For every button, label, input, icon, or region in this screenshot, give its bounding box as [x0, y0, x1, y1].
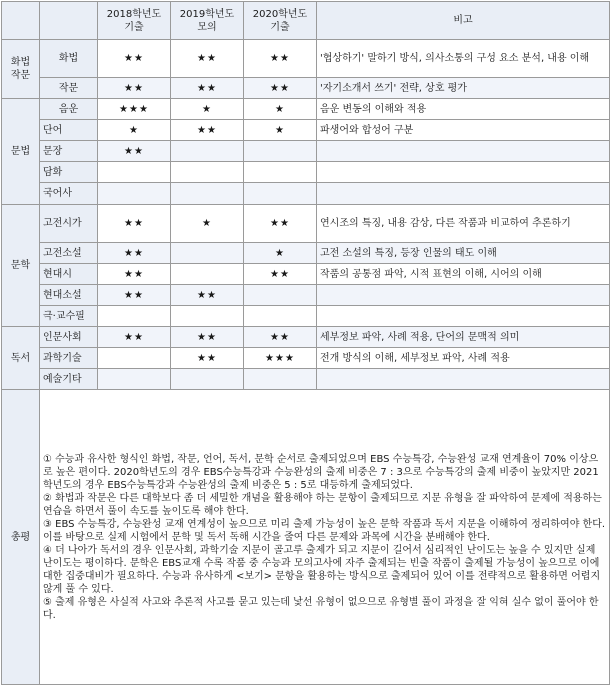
category-speech-writing: 화법 작문 — [2, 40, 40, 99]
rating-2019: ★★ — [171, 40, 244, 78]
category-summary: 총평 — [2, 390, 40, 685]
rating-2020 — [244, 183, 317, 205]
table-row — [2, 141, 610, 162]
rating-2018 — [98, 306, 171, 327]
rating-2020: ★ — [244, 99, 317, 120]
note-cell: '협상하기' 말하기 방식, 의사소통의 구성 요소 분석, 내용 이해 — [317, 40, 610, 78]
rating-2019 — [171, 183, 244, 205]
table-row — [2, 99, 610, 120]
note-cell — [317, 369, 610, 390]
rating-2019 — [171, 369, 244, 390]
note-cell — [317, 306, 610, 327]
rating-2018: ★★ — [98, 264, 171, 285]
summary-point-3: ③ EBS 수능특강, 수능완성 교재 연계성이 높으므로 미리 출제 가능성이 높은 문학 작품과 독서 지문을 이해하여 정리하여야 한다. 이를 바탕으로 실제 시험에서 문학 및 독서 독해 시간을 줄여 다른 문제와 과목에 시간을 분배해야 한다. — [43, 518, 606, 543]
subcategory-label: 고전시가 — [40, 205, 98, 243]
note-cell: 전개 방식의 이해, 세부정보 파악, 사례 적용 — [317, 348, 610, 369]
rating-2018 — [98, 183, 171, 205]
note-cell — [317, 183, 610, 205]
rating-2019 — [171, 264, 244, 285]
rating-2020 — [244, 306, 317, 327]
table-row — [2, 327, 610, 348]
note-cell — [317, 141, 610, 162]
table-row — [2, 306, 610, 327]
summary-cell — [40, 390, 610, 685]
subcategory-label: 극·교수필 — [40, 306, 98, 327]
table-row — [2, 120, 610, 141]
rating-2020 — [244, 285, 317, 306]
note-cell: 세부정보 파악, 사례 적용, 단어의 문맥적 의미 — [317, 327, 610, 348]
rating-2018 — [98, 369, 171, 390]
rating-2020: ★★★ — [244, 348, 317, 369]
subcategory-label: 문장 — [40, 141, 98, 162]
table-row — [2, 40, 610, 78]
note-cell — [317, 285, 610, 306]
rating-2019 — [171, 141, 244, 162]
note-cell: 음운 변동의 이해와 적용 — [317, 99, 610, 120]
subcategory-label: 단어 — [40, 120, 98, 141]
rating-2019: ★ — [171, 99, 244, 120]
rating-2019 — [171, 306, 244, 327]
rating-2020: ★★ — [244, 78, 317, 99]
rating-2019 — [171, 162, 244, 183]
rating-2018: ★★ — [98, 141, 171, 162]
table-row — [2, 78, 610, 99]
rating-2018: ★★★ — [98, 99, 171, 120]
note-cell: 파생어와 합성어 구분 — [317, 120, 610, 141]
exam-analysis-table — [1, 1, 610, 685]
subcategory-label: 국어사 — [40, 183, 98, 205]
subcategory-label: 담화 — [40, 162, 98, 183]
table-row — [2, 369, 610, 390]
rating-2018: ★★ — [98, 285, 171, 306]
rating-2018: ★★ — [98, 327, 171, 348]
subcategory-label: 현대시 — [40, 264, 98, 285]
header-2019: 2019학년도 모의 — [171, 2, 244, 40]
subcategory-label: 예술기타 — [40, 369, 98, 390]
rating-2020: ★★ — [244, 205, 317, 243]
table-row — [2, 205, 610, 243]
category-grammar: 문법 — [2, 99, 40, 205]
summary-row — [2, 390, 610, 685]
header-2018: 2018학년도 기출 — [98, 2, 171, 40]
note-cell: 작품의 공통점 파악, 시적 표현의 이해, 시어의 이해 — [317, 264, 610, 285]
subcategory-label: 음운 — [40, 99, 98, 120]
table-row — [2, 243, 610, 264]
summary-point-1: ① 수능과 유사한 형식인 화법, 작문, 언어, 독서, 문학 순서로 출제되었으며 EBS 수능특강, 수능완성 교재 연계율이 70% 이상으로 높은 편이다. 2020학년도의 경우 EBS수능특강과 수능완성의 출제 비중은 7 : 3으로 수능특강의 출제 비중이 높았지만 2021학년도의 경우 EBS수능특강과 수능완성의 출제 비중은 5 : 5로 대등하게 출제되었다. — [43, 453, 599, 491]
header-blank-cell — [2, 2, 40, 40]
header-2020: 2020학년도 기출 — [244, 2, 317, 40]
rating-2019: ★★ — [171, 348, 244, 369]
rating-2019: ★★ — [171, 120, 244, 141]
rating-2020: ★★ — [244, 327, 317, 348]
rating-2020: ★★ — [244, 264, 317, 285]
table-row — [2, 162, 610, 183]
rating-2018 — [98, 162, 171, 183]
rating-2018: ★ — [98, 120, 171, 141]
rating-2018 — [98, 348, 171, 369]
table-header-row — [2, 2, 610, 40]
note-cell — [317, 162, 610, 183]
subcategory-label: 인문사회 — [40, 327, 98, 348]
subcategory-label: 과학기술 — [40, 348, 98, 369]
subcategory-label: 현대소설 — [40, 285, 98, 306]
rating-2020: ★★ — [244, 40, 317, 78]
category-literature: 문학 — [2, 205, 40, 327]
note-cell: 고전 소설의 특징, 등장 인물의 태도 이해 — [317, 243, 610, 264]
rating-2019 — [171, 243, 244, 264]
summary-point-5: ⑤ 출제 유형은 사실적 사고와 추론적 사고를 묻고 있는데 낯선 유형이 없으므로 유형별 풀이 과정을 잘 익혀 실수 없이 풀어야 한다. — [43, 596, 599, 621]
rating-2018: ★★ — [98, 40, 171, 78]
table-row — [2, 264, 610, 285]
rating-2019: ★★ — [171, 285, 244, 306]
rating-2018: ★★ — [98, 243, 171, 264]
summary-point-2: ② 화법과 작문은 다른 대학보다 좀 더 세밀한 개념을 활용해야 하는 문항이 출제되므로 지문 유형을 잘 파악하여 문제에 적용하는 연습을 하면서 풀이 속도를 높이도록 해야 한다. — [43, 492, 602, 517]
category-reading: 독서 — [2, 327, 40, 390]
rating-2020 — [244, 369, 317, 390]
table-row — [2, 183, 610, 205]
rating-2020: ★ — [244, 243, 317, 264]
rating-2019: ★ — [171, 205, 244, 243]
table-row — [2, 285, 610, 306]
rating-2020: ★ — [244, 120, 317, 141]
subcategory-label: 작문 — [40, 78, 98, 99]
rating-2018: ★★ — [98, 78, 171, 99]
rating-2019: ★★ — [171, 327, 244, 348]
rating-2020 — [244, 141, 317, 162]
subcategory-label: 화법 — [40, 40, 98, 78]
header-note: 비고 — [317, 2, 610, 40]
rating-2019: ★★ — [171, 78, 244, 99]
table-row — [2, 348, 610, 369]
subcategory-label: 고전소설 — [40, 243, 98, 264]
note-cell: 연시조의 특징, 내용 감상, 다른 작품과 비교하여 추론하기 — [317, 205, 610, 243]
summary-point-4: ④ 더 나아가 독서의 경우 인문사회, 과학기술 지문이 골고루 출제가 되고 지문이 길어서 심리적인 난이도는 높을 수 있지만 실제 난이도는 평이하다. 문학은 EBS교재 수록 작품 중 수능과 모의고사에 자주 출제되는 빈출 작품이 출제될 가능성이 높으므로 이에 대한 집중대비가 필요하다. 수능과 유사하게 <보기> 문항을 활용하는 방식으로 출제되어 있어 이를 전략적으로 활용하면 어렵지 않게 풀 수 있다. — [43, 544, 601, 595]
header-blank-cell — [40, 2, 98, 40]
rating-2018: ★★ — [98, 205, 171, 243]
rating-2020 — [244, 162, 317, 183]
note-cell: '자기소개서 쓰기' 전략, 상호 평가 — [317, 78, 610, 99]
